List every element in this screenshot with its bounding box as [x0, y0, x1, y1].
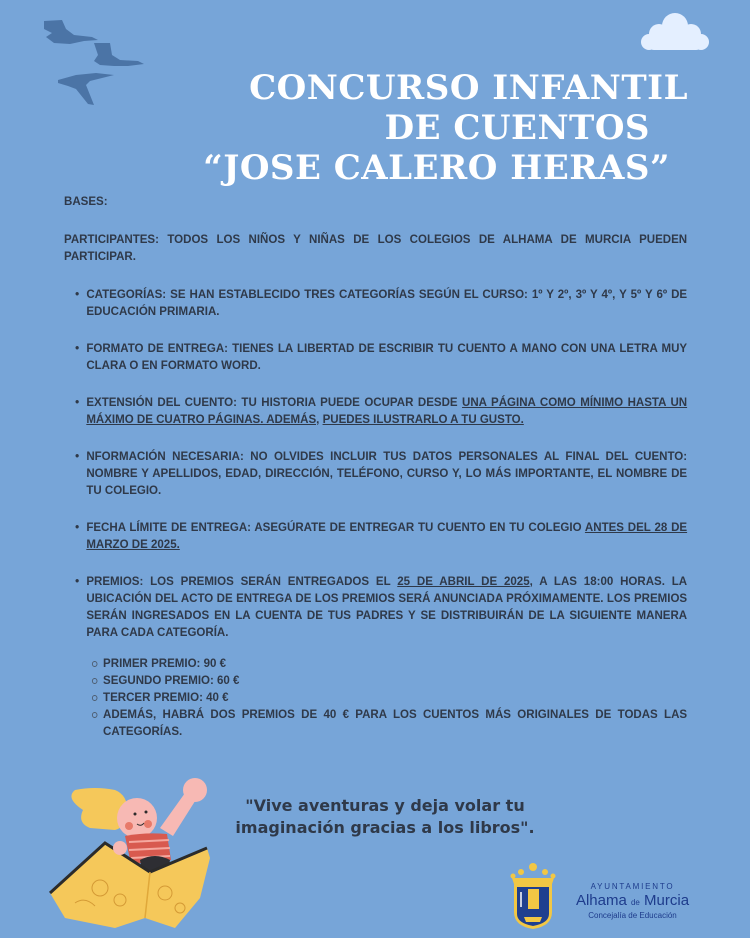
logo-name-murcia: Murcia	[644, 892, 690, 909]
rule-fecha	[75, 519, 687, 553]
title-line-3: “JOSE CALERO HERAS”	[203, 148, 670, 188]
logo-concejalia: Concejalía de Educación	[588, 911, 677, 920]
prize-item-second: SEGUNDO PREMIO: 60 €	[92, 672, 687, 689]
premios-date: 25 DE ABRIL DE 2025	[397, 574, 530, 588]
rule-premios	[75, 573, 687, 641]
prize-list	[64, 655, 687, 740]
prize-item-extra: ADEMÁS, HABRÁ DOS PREMIOS DE 40 € PARA LOS CUENTOS MÁS ORIGINALES DE TODAS LAS CATEGORÍAS.	[92, 706, 687, 740]
bases-heading: BASES:	[64, 194, 108, 208]
fecha-prefix: FECHA LÍMITE DE ENTREGA: ASEGÚRATE DE ENTREGAR TU CUENTO EN TU COLEGIO	[86, 520, 585, 534]
rules-list	[64, 286, 687, 641]
cloud-icon	[637, 10, 711, 52]
extension-underlined-2: PUEDES ILUSTRARLO A TU GUSTO.	[322, 412, 524, 426]
birds-icon	[40, 15, 150, 115]
title-line-2: DE CUENTOS	[384, 108, 650, 148]
coat-of-arms-icon	[508, 862, 558, 930]
premios-prefix: PREMIOS: LOS PREMIOS SERÁN ENTREGADOS EL	[86, 574, 398, 588]
quote	[220, 795, 550, 839]
girl-on-book-icon	[45, 768, 215, 928]
logo-name	[560, 892, 705, 911]
rule-informacion: • NFORMACIÓN NECESARIA: NO OLVIDES INCLUIR TUS DATOS PERSONALES AL FINAL DEL CUENTO: NOMBRE Y APELLIDOS, EDAD, DIRECCIÓN, TELÉFONO, CURSO Y, LO MÁS IMPORTANTE, EL NOMBRE DE TU COLEGIO.	[75, 448, 687, 499]
rule-formato: • FORMATO DE ENTREGA: TIENES LA LIBERTAD DE ESCRIBIR TU CUENTO A MANO CON UNA LETRA MUY CLARA O EN FORMATO WORD.	[75, 340, 687, 374]
extension-prefix: EXTENSIÓN DEL CUENTO: TU HISTORIA PUEDE OCUPAR DESDE	[86, 395, 463, 409]
rule-categorias: • CATEGORÍAS: SE HAN ESTABLECIDO TRES CATEGORÍAS SEGÚN EL CURSO: 1º Y 2º, 3º Y 4º, Y 5º Y 6º DE EDUCACIÓN PRIMARIA.	[75, 286, 687, 320]
logo-name-alhama: Alhama	[575, 892, 627, 909]
page-title	[200, 68, 700, 188]
logo-name-de: de	[630, 898, 640, 907]
rules-content	[64, 193, 687, 740]
title-line-1: CONCURSO INFANTIL	[249, 68, 688, 108]
extension-underlined-1: UNA PÁGINA COMO MÍNIMO HASTA UN MÁXIMO DE CUATRO PÁGINAS. ADEMÁS,	[86, 395, 688, 426]
ayuntamiento-logo	[560, 882, 705, 921]
quote-line-1: "Vive aventuras y deja volar tu	[245, 796, 525, 815]
fecha-deadline: ANTES DEL 28 DE MARZO DE 2025.	[86, 520, 688, 551]
participantes-text: PARTICIPANTES: TODOS LOS NIÑOS Y NIÑAS DE LOS COLEGIOS DE ALHAMA DE MURCIA PUEDEN PARTICIPAR.	[64, 232, 688, 263]
premios-suffix: , A LAS 18:00 HORAS. LA UBICACIÓN DEL ACTO DE ENTREGA DE LOS PREMIOS SERÁ ANUNCIADA PRÓXIMAMENTE. LOS PREMIOS SERÁN INGRESADOS EN LA CUENTA DE TUS PADRES Y SE DISTRIBUIRÁN DE LA SIGUIENTE MANERA PARA CADA CATEGORÍA.	[86, 574, 688, 639]
logo-ayuntamiento: AYUNTAMIENTO	[590, 882, 675, 891]
rule-extension	[75, 394, 687, 428]
prize-item-third: TERCER PREMIO: 40 €	[92, 689, 687, 706]
prize-item-first: PRIMER PREMIO: 90 €	[92, 655, 687, 672]
quote-line-2: imaginación gracias a los libros".	[235, 818, 535, 837]
